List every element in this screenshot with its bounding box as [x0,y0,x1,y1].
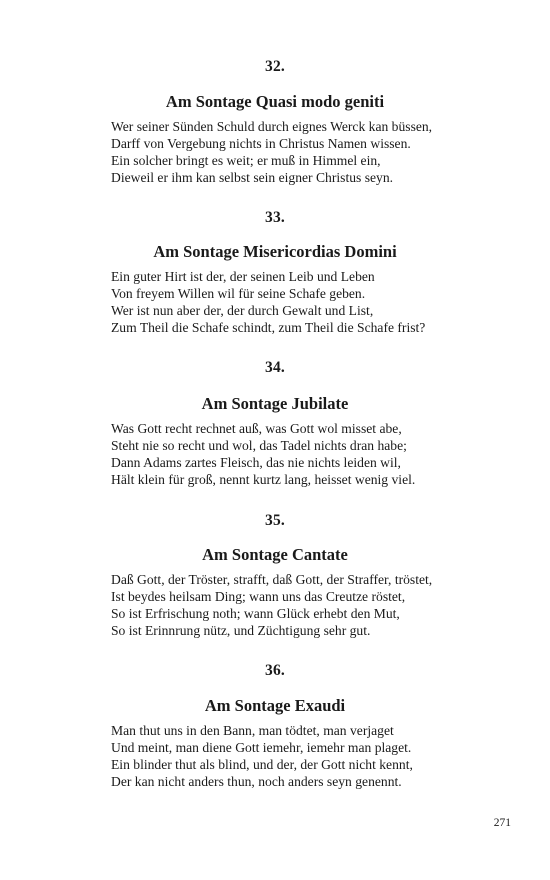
verse-line: Ein solcher bringt es weit; er muß in Himmel ein, [111,153,381,168]
verse-line: Und meint, man diene Gott iemehr, iemehr man plaget. [111,740,412,755]
epigram-number: 32. [265,58,285,75]
verse-line: Ein blinder thut als blind, und der, der Gott nicht kennt, [111,757,413,772]
epigram-verse [111,571,501,639]
verse-line: Wer ist nun aber der, der durch Gewalt und List, [111,303,374,318]
verse-line: Wer seiner Sünden Schuld durch eignes Werck kan büssen, [111,119,433,134]
verse-line: Von freyem Willen wil für seine Schafe geben. [111,286,366,301]
epigram-number: 35. [265,512,285,529]
epigram-verse [111,722,501,790]
epigram-title: Am Sontage Cantate [202,545,348,564]
epigram-title: Am Sontage Exaudi [204,696,346,715]
verse-line: Man thut uns in den Bann, man tödtet, man verjaget [111,723,394,738]
verse-line: Hält klein für groß, nennt kurtz lang, heisset wenig viel. [111,472,416,487]
epigram-title: Am Sontage Jubilate [201,394,349,413]
verse-line: Dann Adams zartes Fleisch, das nie nichts leiden wil, [111,455,401,470]
epigram-title: Am Sontage Misericordias Domini [153,242,397,261]
verse-line: Was Gott recht rechnet auß, was Gott wol misset abe, [111,421,402,436]
page-number: 271 [493,817,511,829]
verse-line: Der kan nicht anders thun, noch anders seyn genennt. [111,774,402,789]
verse-line: Dieweil er ihm kan selbst sein eigner Christus seyn. [111,170,394,185]
verse-line: Ist beydes heilsam Ding; wann uns das Creutze röstet, [111,589,406,604]
verse-line: Darff von Vergebung nichts in Christus Namen wissen. [111,136,411,151]
epigram-verse [111,420,501,488]
verse-line: Zum Theil die Schafe schindt, zum Theil die Schafe frist? [111,320,426,335]
verse-line: Ein guter Hirt ist der, der seinen Leib und Leben [111,269,375,284]
epigram-number: 36. [265,662,285,679]
epigram-verse [111,118,501,186]
epigram-number: 33. [265,209,285,226]
epigram-title: Am Sontage Quasi modo geniti [165,92,385,111]
verse-line: So ist Erfrischung noth; wann Glück erhebt den Mut, [111,606,400,621]
verse-line: So ist Erinnrung nütz, und Züchtigung sehr gut. [111,623,371,638]
verse-line: Steht nie so recht und wol, das Tadel nichts dran habe; [111,438,407,453]
verse-line: Daß Gott, der Tröster, strafft, daß Gott, der Straffer, tröstet, [111,572,433,587]
epigram-verse [111,268,501,336]
epigram-number: 34. [265,359,285,376]
